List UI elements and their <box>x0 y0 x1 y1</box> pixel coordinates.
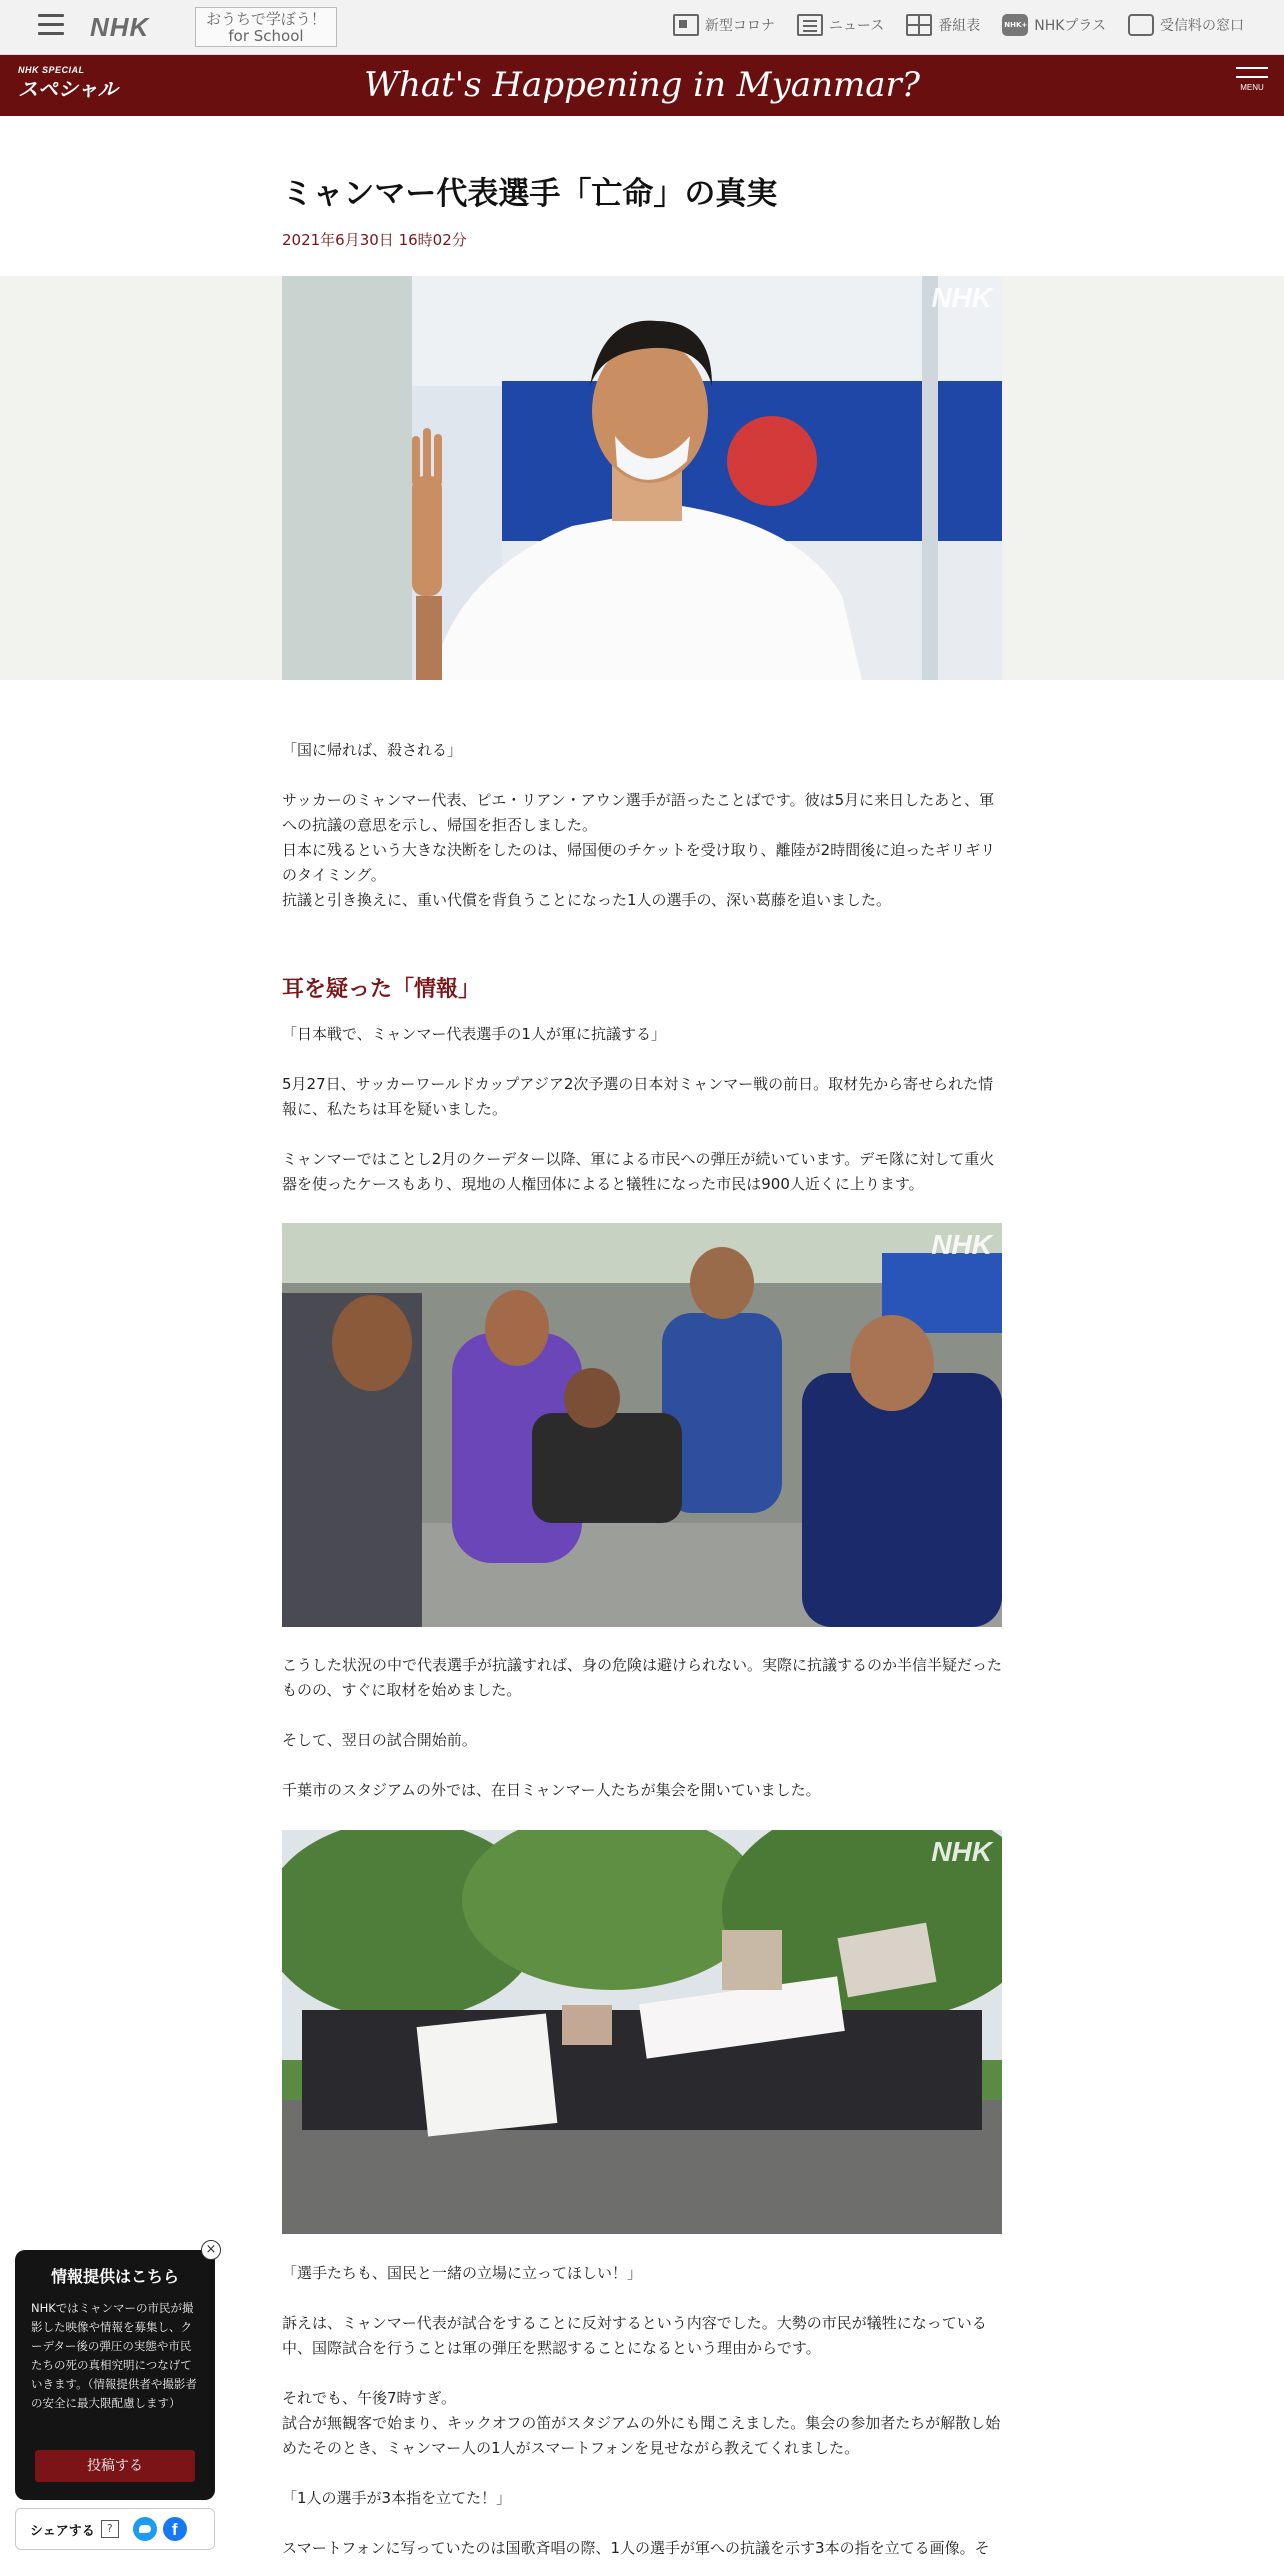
paragraph-line: めたそのとき、ミャンマー人の1人がスマートフォンを見せながら教えてくれました。 <box>282 2439 860 2457</box>
nhk-watermark: NHK <box>931 1836 992 1867</box>
paragraph-line: 試合が無観客で始まり、キックオフの笛がスタジアムの外にも聞こえました。集会の参加者たちが解散し始 <box>282 2414 1001 2432</box>
section2-text <box>282 1653 1002 1803</box>
paragraph-line: スマートフォンに写っていたのは国歌斉唱の際、1人の選手が軍への抗議を示す3本の指を立てる画像。そ <box>282 2539 990 2557</box>
paragraph-line: ミャンマーではことし2月のクーデター以降、軍による市民への弾圧が続いています。デモ隊に対して重火 <box>282 1150 995 1168</box>
menu-icon <box>1236 67 1268 69</box>
nav-news[interactable] <box>797 14 884 36</box>
info-box-title: 情報提供はこちら <box>50 2267 179 2286</box>
menu-icon-bar <box>1236 76 1268 78</box>
submit-info-button[interactable]: 投稿する <box>35 2450 195 2482</box>
hero-photo-illustration <box>282 276 1002 680</box>
paragraph-line: 「選手たちも、国民と一緒の立場に立ってほしい！」 <box>282 2264 643 2282</box>
nav-program-guide[interactable] <box>906 14 980 36</box>
program-banner <box>0 55 1284 116</box>
for-school-button[interactable] <box>195 7 337 47</box>
global-header <box>0 0 1284 55</box>
for-school-label-ja: おうちで学ぼう！ <box>206 10 326 28</box>
close-icon[interactable]: × <box>201 2240 221 2260</box>
help-icon[interactable]: ? <box>101 2520 119 2538</box>
rally-photo-illustration <box>282 1830 1002 2234</box>
nav-news-label: ニュース <box>828 18 885 34</box>
hero-photo <box>282 276 1002 680</box>
paragraph-line: 日本に残るという大きな決断をしたのは、帰国便のチケットを受け取り、離陸が2時間後に迫ったギリギリ <box>282 841 996 859</box>
protest-photo <box>282 1223 1002 1627</box>
nav-nhk-plus-label: NHKプラス <box>1034 18 1106 34</box>
hamburger-menu-icon[interactable] <box>38 14 64 38</box>
nhk-watermark: NHK <box>931 282 992 313</box>
twitter-icon[interactable] <box>133 2517 157 2541</box>
for-school-label-en: for School <box>228 27 304 45</box>
paragraph-line: への抗議の意思を示し、帰国を拒否しました。 <box>282 816 598 834</box>
paragraph-line: 抗議と引き換えに、重い代償を背負うことになった1人の選手の、深い葛藤を追いました。 <box>282 891 891 909</box>
nav-corona[interactable] <box>673 14 775 36</box>
banner-title[interactable]: What's Happening in Myanmar? <box>364 65 920 105</box>
menu-label: MENU <box>1240 83 1264 92</box>
article-date: 2021年6月30日 16時02分 <box>282 231 467 249</box>
global-nav <box>673 14 1244 36</box>
menu-button[interactable] <box>1234 67 1270 107</box>
nhk-watermark: NHK <box>931 1229 992 1260</box>
paragraph-line: ものの、すぐに取材を始めました。 <box>282 1681 522 1699</box>
paragraph-line: 5月27日、サッカーワールドカップアジア2次予選の日本対ミャンマー戦の前日。取材先から寄せられた情 <box>282 1075 994 1093</box>
info-submission-box <box>15 2250 215 2500</box>
rally-photo <box>282 1830 1002 2234</box>
share-label: シェアする <box>30 2523 95 2539</box>
nav-program-guide-label: 番組表 <box>938 18 981 34</box>
paragraph-line: それでも、午後7時すぎ。 <box>282 2389 456 2407</box>
paragraph-line: のタイミング。 <box>282 866 386 884</box>
paragraph-line: 「1人の選手が3本指を立てた！」 <box>282 2489 512 2507</box>
nhk-special-logo-small: NHK SPECIAL <box>18 65 85 75</box>
paragraph-line: 「国に帰れば、殺される」 <box>282 741 463 759</box>
paragraph-line: こうした状況の中で代表選手が抗議すれば、身の危険は避けられない。実際に抗議するのか半信半疑だった <box>282 1656 1003 1674</box>
paragraph-line: そして、翌日の試合開始前。 <box>282 1731 477 1749</box>
protest-photo-illustration <box>282 1223 1002 1627</box>
section1-text <box>282 1022 1002 1197</box>
paragraph-line: 「日本戦で、ミャンマー代表選手の1人が軍に抗議する」 <box>282 1025 666 1043</box>
nav-reception-label: 受信料の窓口 <box>1160 18 1244 34</box>
intro-text <box>282 738 1002 913</box>
nhk-special-logo-big: スペシャル <box>18 79 118 101</box>
facebook-icon[interactable]: f <box>163 2517 187 2541</box>
section-heading: 耳を疑った「情報」 <box>282 977 481 1002</box>
share-bar <box>15 2508 215 2550</box>
nav-corona-label: 新型コロナ <box>704 18 775 34</box>
nhk-logo[interactable]: NHK <box>90 12 150 42</box>
paragraph-line: 報に、私たちは耳を疑いました。 <box>282 1100 508 1118</box>
section3-text <box>282 2261 1002 2561</box>
paragraph-line: 器を使ったケースもあり、現地の人権団体によると犠牲になった市民は900人近くに上ります。 <box>282 1175 924 1193</box>
reception-icon <box>1128 14 1154 36</box>
nav-reception[interactable] <box>1128 14 1244 36</box>
paragraph-line: 訴えは、ミャンマー代表が試合をすることに反対するという内容でした。大勢の市民が犠牲になっている <box>282 2314 987 2332</box>
nav-nhk-plus[interactable] <box>1002 14 1106 36</box>
nhk-plus-icon: NHK+ <box>1002 14 1028 36</box>
corona-icon <box>673 14 699 36</box>
article-title: ミャンマー代表選手「亡命」の真実 <box>282 176 778 212</box>
info-box-body: NHKではミャンマーの市民が撮影した映像や情報を募集し、クーデター後の弾圧の実態や市民たちの死の真相究明につなげていきます。（情報提供者や撮影者の安全に最大限配慮します） <box>31 2301 197 2410</box>
program-guide-icon <box>906 14 932 36</box>
news-icon <box>797 14 823 36</box>
paragraph-line: 中、国際試合を行うことは軍の弾圧を黙認することになるという理由からです。 <box>282 2339 821 2357</box>
paragraph-line: 千葉市のスタジアムの外では、在日ミャンマー人たちが集会を開いていました。 <box>282 1781 821 1799</box>
paragraph-line: サッカーのミャンマー代表、ピエ・リアン・アウン選手が語ったことばです。彼は5月に来日したあと、軍 <box>282 791 995 809</box>
